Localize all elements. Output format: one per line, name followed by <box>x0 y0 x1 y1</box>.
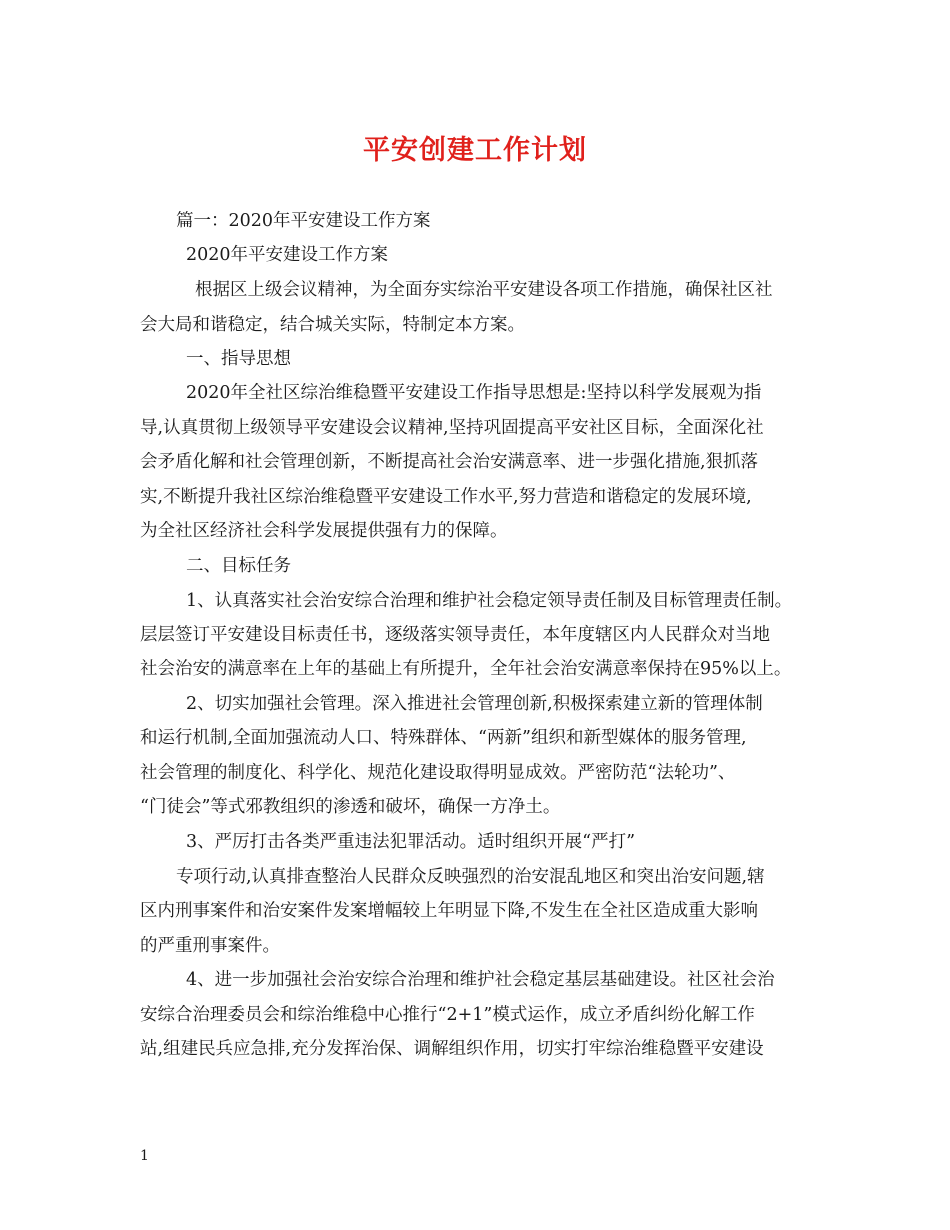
paragraph-line: 安综合治理委员会和综治维稳中心推行“2+1”模式运作，成立矛盾纠纷化解工作 <box>140 1005 755 1025</box>
section-heading: 一、指导思想 <box>186 349 291 369</box>
paragraph-line: “门徒会”等式邪教组织的渗透和破坏，确保一方净土。 <box>140 797 561 817</box>
paragraph-line: 的严重刑事案件。 <box>140 936 280 956</box>
paragraph-line: 4、进一步加强社会治安综合治理和维护社会稳定基层基础建设。社区社会治 <box>186 970 775 990</box>
paragraph-line: 篇一：2020年平安建设工作方案 <box>176 211 431 231</box>
paragraph-line: 导,认真贯彻上级领导平安建设会议精神,坚持巩固提高平安社区目标，全面深化社 <box>140 418 764 438</box>
paragraph-line: 和运行机制,全面加强流动人口、特殊群体、“两新”组织和新型媒体的服务管理, <box>140 728 747 748</box>
paragraph-line: 2020年全社区综治维稳暨平安建设工作指导思想是:坚持以科学发展观为指 <box>186 383 762 403</box>
paragraph-line: 2、切实加强社会管理。深入推进社会管理创新,积极探索建立新的管理体制 <box>186 694 763 714</box>
paragraph-line: 层层签订平安建设目标责任书，逐级落实领导责任，本年度辖区内人民群众对当地 <box>140 625 770 645</box>
paragraph-line: 社会管理的制度化、科学化、规范化建设取得明显成效。严密防范“法轮功”、 <box>140 763 736 783</box>
paragraph-line: 1、认真落实社会治安综合治理和维护社会稳定领导责任制及目标管理责任制。 <box>186 591 793 611</box>
paragraph-line: 社会治安的满意率在上年的基础上有所提升，全年社会治安满意率保持在95%以上。 <box>140 659 792 679</box>
paragraph-line: 3、严厉打击各类严重违法犯罪活动。适时组织开展“严打” <box>186 832 636 852</box>
paragraph-line: 会矛盾化解和社会管理创新，不断提高社会治安满意率、进一步强化措施,狠抓落 <box>140 452 759 472</box>
paragraph-line: 专项行动,认真排查整治人民群众反映强烈的治安混乱地区和突出治安问题,辖 <box>176 867 765 887</box>
paragraph-line: 站,组建民兵应急排,充分发挥治保、调解组织作用，切实打牢综治维稳暨平安建设 <box>140 1039 764 1059</box>
paragraph-line: 会大局和谐稳定，结合城关实际，特制定本方案。 <box>140 315 525 335</box>
paragraph-line: 实,不断提升我社区综治维稳暨平安建设工作水平,努力营造和谐稳定的发展环境, <box>140 487 752 507</box>
paragraph-line: 为全社区经济社会科学发展提供强有力的保障。 <box>140 521 508 541</box>
paragraph-line: 区内刑事案件和治安案件发案增幅较上年明显下降,不发生在全社区造成重大影响 <box>140 901 759 921</box>
page-number: 1 <box>140 1148 149 1164</box>
section-heading: 二、目标任务 <box>186 556 291 576</box>
document-title: 平安创建工作计划 <box>363 135 587 166</box>
paragraph-line: 根据区上级会议精神，为全面夯实综治平安建设各项工作措施，确保社区社 <box>195 280 773 300</box>
paragraph-line: 2020年平安建设工作方案 <box>186 245 389 265</box>
